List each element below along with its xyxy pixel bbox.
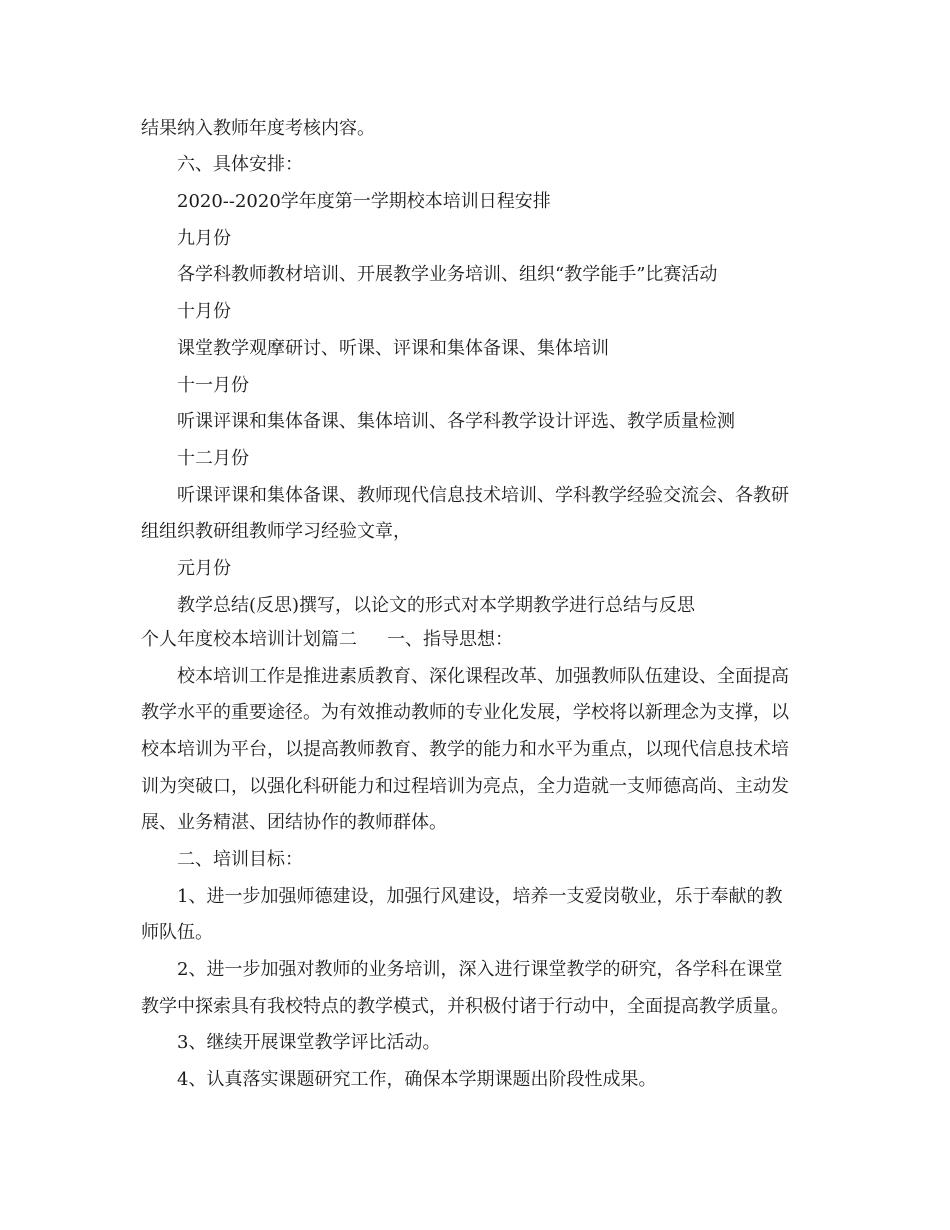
month-label: 九月份 — [177, 228, 231, 249]
section-heading: 一、指导思想： — [387, 629, 513, 650]
section-heading: 六、具体安排： — [177, 154, 303, 175]
schedule-item: 各学科教师教材培训、开展教学业务培训、组织“教学能手”比赛活动 — [177, 264, 718, 285]
list-item: 3、继续开展课堂教学评比活动。 — [177, 1032, 441, 1053]
document-title: 个人年度校本培训计划篇二 — [141, 629, 357, 650]
month-label: 元月份 — [177, 558, 231, 579]
section-heading: 二、培训目标： — [177, 849, 303, 870]
paragraph-line: 校本培训工作是推进素质教育、深化课程改革、加强教师队伍建设、全面提高 — [177, 666, 789, 687]
list-item-continued: 师队伍。 — [141, 922, 213, 943]
paragraph-line: 教学水平的重要途径。为有效推动教师的专业化发展，学校将以新理念为支撑，以 — [141, 702, 789, 723]
paragraph-line: 校本培训为平台，以提高教师教育、教学的能力和水平为重点，以现代信息技术培 — [141, 739, 789, 760]
list-item: 1、进一步加强师德建设，加强行风建设，培养一支爱岗敬业，乐于奉献的教 — [177, 886, 783, 907]
schedule-item: 教学总结(反思)撰写，以论文的形式对本学期教学进行总结与反思 — [177, 595, 696, 616]
paragraph-line: 展、业务精湛、团结协作的教师群体。 — [141, 812, 447, 833]
schedule-item-continued: 组组织教研组教师学习经验文章， — [141, 521, 411, 542]
paragraph-line: 训为突破口，以强化科研能力和过程培训为亮点，全力造就一支师德高尚、主动发 — [141, 776, 789, 797]
month-label: 十月份 — [177, 301, 231, 322]
document-title-line — [141, 628, 513, 652]
month-label: 十二月份 — [177, 448, 249, 469]
schedule-item: 课堂教学观摩研讨、听课、评课和集体备课、集体培训 — [177, 338, 609, 359]
schedule-item: 听课评课和集体备课、集体培训、各学科教学设计评选、教学质量检测 — [177, 411, 735, 432]
list-item-continued: 教学中探索具有我校特点的教学模式，并积极付诸于行动中，全面提高教学质量。 — [141, 996, 789, 1017]
schedule-item: 听课评课和集体备课、教师现代信息技术培训、学科教学经验交流会、各教研 — [177, 485, 789, 506]
list-item: 4、认真落实课题研究工作，确保本学期课题出阶段性成果。 — [177, 1069, 657, 1090]
month-label: 十一月份 — [177, 375, 249, 396]
paragraph-line: 结果纳入教师年度考核内容。 — [141, 118, 375, 139]
schedule-title: 2020--2020学年度第一学期校本培训日程安排 — [177, 191, 551, 212]
list-item: 2、进一步加强对教师的业务培训，深入进行课堂教学的研究，各学科在课堂 — [177, 959, 783, 980]
